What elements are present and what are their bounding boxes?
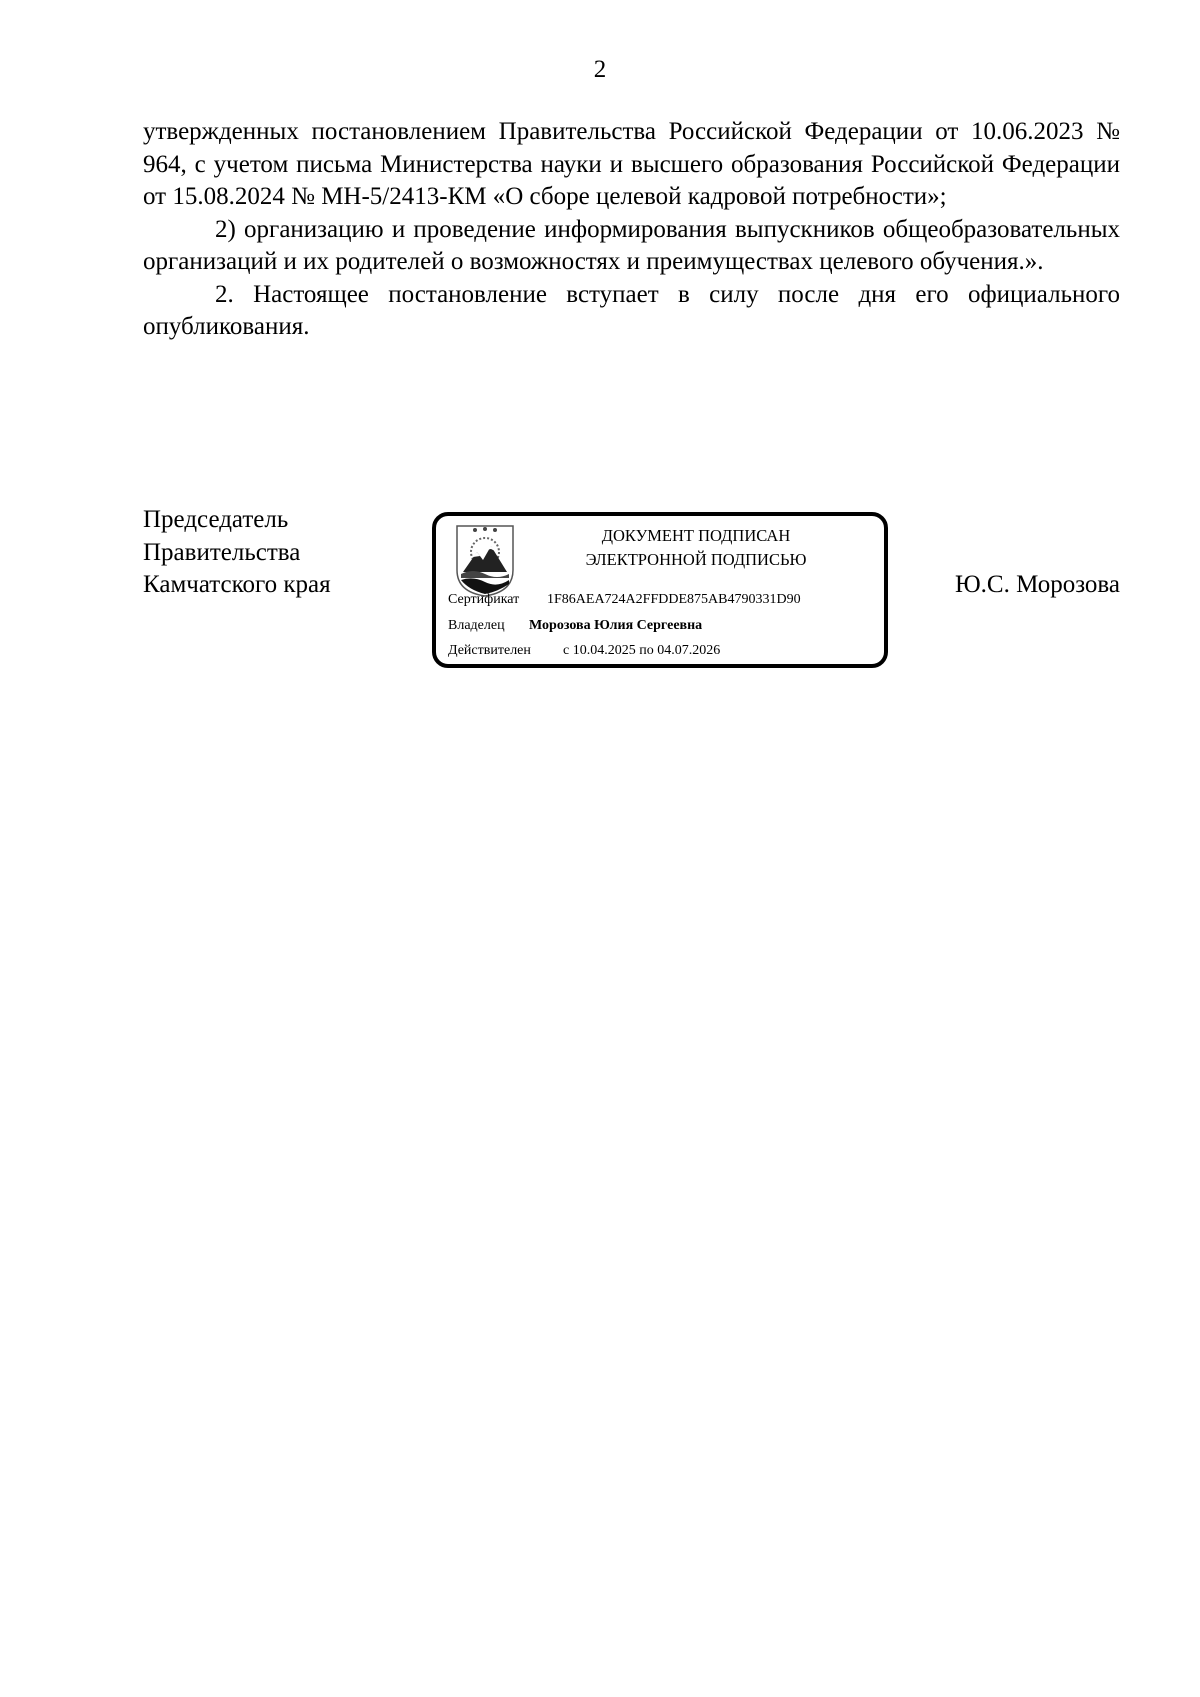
stamp-header [526, 524, 866, 572]
position-line: Камчатского края [143, 571, 331, 598]
valid-from-prefix: с [563, 643, 570, 658]
signatory-position [143, 504, 331, 602]
validity-row [448, 641, 720, 661]
signatory-name: Ю.С. Морозова [954, 571, 1120, 598]
paragraph-clause-2: 2. Настоящее постановление вступает в силу после дня его официального опубликования. [143, 280, 1120, 340]
document-body [143, 116, 1120, 344]
owner-label: Владелец [448, 618, 505, 633]
paragraph-item-2: 2) организацию и проведение информирования выпускников общеобразовательных организаций и их родителей о возможностях и преимуществах целевого обучения.». [143, 215, 1120, 275]
certificate-label: Сертификат [448, 592, 520, 607]
certificate-value: 1F86AEA724A2FFDDE875AB4790331D90 [547, 592, 801, 607]
validity-label: Действителен [448, 643, 531, 658]
valid-from-date: 10.04.2025 [572, 643, 636, 658]
owner-value: Морозова Юлия Сергеевна [529, 618, 703, 633]
certificate-row [448, 590, 801, 610]
valid-to-date: 04.07.2026 [657, 643, 721, 658]
owner-row [448, 616, 702, 636]
page-number: 2 [593, 56, 607, 83]
position-line: Правительства [143, 538, 301, 566]
paragraph-continuation: утвержденных постановлением Правительства Российской Федерации от 10.06.2023 № 964, с учетом письма Министерства науки и высшего образования Российской Федерации от 15.08.2024 № МН-5/2413-КМ «О сборе целевой кадровой потребности»; [143, 118, 1120, 210]
valid-to-prefix: по [639, 643, 654, 658]
position-line: Председатель [143, 506, 289, 533]
stamp-header-line: ДОКУМЕНТ ПОДПИСАН [601, 526, 791, 545]
kamchatka-coat-of-arms-icon [453, 522, 517, 598]
electronic-signature-stamp [432, 512, 888, 668]
stamp-header-line: ЭЛЕКТРОННОЙ ПОДПИСЬЮ [585, 550, 807, 569]
